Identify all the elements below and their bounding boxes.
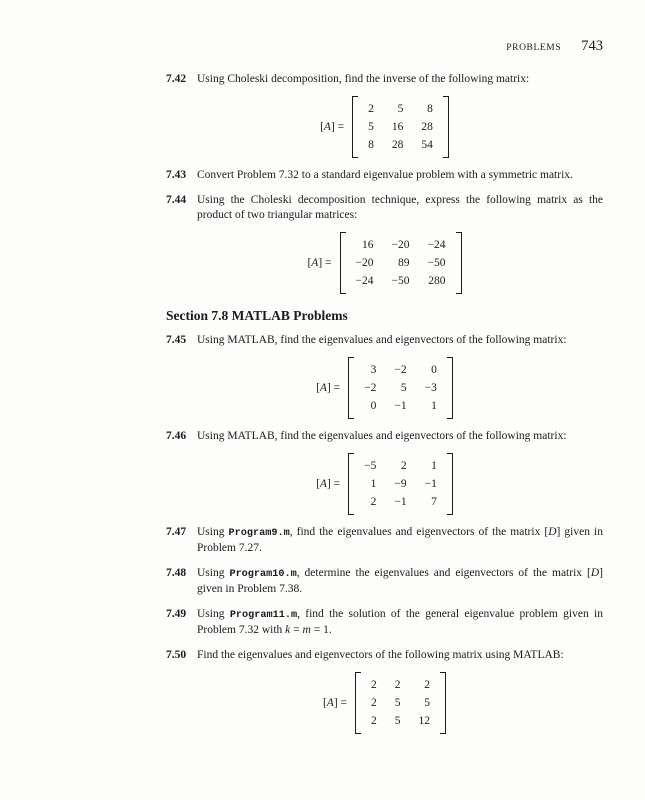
matrix-right-bracket <box>440 672 446 734</box>
matrix-body <box>348 453 453 515</box>
matrix-cell: −2 <box>364 382 377 394</box>
problem-7-48 <box>166 566 603 597</box>
problem-row <box>166 193 603 223</box>
matrix-cell: 5 <box>400 382 407 394</box>
matrix-cell: 5 <box>368 121 374 133</box>
bracket-close-equals: ] = <box>326 478 341 490</box>
text-segment: , find the eigenvalues and eigenvectors of the matrix [ <box>289 526 549 538</box>
bracket-close-equals: ] = <box>326 382 341 394</box>
matrix-cell: 12 <box>418 715 431 727</box>
matrix-cell: 2 <box>371 715 377 727</box>
matrix-variable: A <box>323 121 331 133</box>
matrix-cell: 8 <box>368 139 374 151</box>
matrix-cell: 16 <box>391 121 404 133</box>
matrix-cell: 5 <box>394 697 401 709</box>
matrix-right-bracket <box>447 453 453 515</box>
matrix-cell: −50 <box>427 257 446 269</box>
problem-row <box>166 648 603 663</box>
matrix-cell: −20 <box>391 239 410 251</box>
section-title: Section 7.8 MATLAB Problems <box>166 308 348 323</box>
text-segment: Convert Problem 7.32 to a standard eigenvalue problem with a symmetric matrix. <box>197 169 573 181</box>
problem-7-49 <box>166 607 603 638</box>
matrix-left-bracket <box>340 232 346 294</box>
problem-row <box>166 429 603 444</box>
matrix-grid <box>347 232 455 294</box>
matrix-cell: −2 <box>394 364 407 376</box>
text-segment: Using MATLAB, find the eigenvalues and eigenvectors of the following matrix: <box>197 430 567 442</box>
matrix-cell: −24 <box>355 275 374 287</box>
matrix-cell: −1 <box>424 478 437 490</box>
text-segment: Find the eigenvalues and eigenvectors of the following matrix using MATLAB: <box>197 649 564 661</box>
bracket-open: [ <box>320 121 324 133</box>
matrix-variable: A <box>319 382 327 394</box>
text-segment: Using Choleski decomposition, find the inverse of the following matrix: <box>197 73 530 85</box>
bracket-open: [ <box>316 382 320 394</box>
bracket-open: [ <box>307 257 312 269</box>
matrix-body <box>348 357 453 419</box>
matrix-7-44 <box>166 232 603 294</box>
problem-text <box>197 72 603 87</box>
problem-7-46 <box>166 429 603 515</box>
matrix-7-42 <box>166 96 603 158</box>
matrix-grid <box>355 357 446 419</box>
text-segment: Using <box>197 526 229 538</box>
matrix-cell: −3 <box>424 382 437 394</box>
matrix-cell: 1 <box>370 478 377 490</box>
matrix-cell: −9 <box>394 478 407 490</box>
problem-7-42 <box>166 72 603 158</box>
matrix-grid <box>362 672 439 734</box>
page-header <box>166 38 603 55</box>
matrix-label <box>307 257 331 269</box>
program-name-code: Program11.m <box>229 610 298 621</box>
matrix-cell: −50 <box>391 275 410 287</box>
matrix-cell: 7 <box>431 496 437 508</box>
text-segment: Using MATLAB, find the eigenvalues and eigenvectors of the following matrix: <box>197 334 567 346</box>
program-name-code: Program10.m <box>229 569 297 580</box>
running-head-label: PROBLEMS <box>506 43 562 53</box>
text-segment: = 1. <box>310 624 332 636</box>
matrix-cell: −20 <box>355 257 374 269</box>
matrix-cell: 28 <box>421 121 433 133</box>
matrix-cell: 16 <box>362 239 374 251</box>
matrix-cell: 5 <box>424 697 431 709</box>
bracket-close-equals: ] = <box>333 697 348 709</box>
matrix-cell: 0 <box>370 400 377 412</box>
problem-number: 7.49 <box>166 608 187 620</box>
matrix-label <box>316 382 340 394</box>
matrix-cell: −24 <box>427 239 446 251</box>
matrix-cell: 28 <box>391 139 404 151</box>
matrix-cell: 5 <box>394 715 401 727</box>
matrix-7-46 <box>166 453 603 515</box>
matrix-d-variable: D <box>590 567 600 579</box>
matrix-cell: 8 <box>427 103 433 115</box>
matrix-cell: −1 <box>394 496 407 508</box>
matrix-grid <box>359 96 442 158</box>
matrix-variable: A <box>326 697 334 709</box>
matrix-7-45 <box>166 357 603 419</box>
text-segment: = <box>290 624 303 636</box>
problem-row <box>166 333 603 348</box>
matrix-cell: 0 <box>431 364 437 376</box>
matrix-cell: 89 <box>398 257 410 269</box>
program-name-code: Program9.m <box>228 528 290 539</box>
problem-text <box>197 648 603 663</box>
matrix-cell: 280 <box>428 275 446 287</box>
matrix-left-bracket <box>352 96 358 158</box>
text-segment: Using the Choleski decomposition technique, express the following matrix as the product of two triangular matrices: <box>197 194 603 221</box>
text-segment: Using <box>197 567 230 579</box>
matrix-cell: 1 <box>431 460 437 472</box>
matrix-cell: 1 <box>431 400 437 412</box>
matrix-grid <box>355 453 446 515</box>
problem-text <box>197 429 603 444</box>
m-variable: m <box>302 624 311 636</box>
matrix-body <box>340 232 462 294</box>
problem-number: 7.46 <box>166 430 187 442</box>
matrix-cell: 3 <box>370 364 377 376</box>
problem-text <box>197 525 603 556</box>
problem-text <box>197 168 603 183</box>
matrix-d-variable: D <box>548 526 557 538</box>
matrix-cell: −1 <box>394 400 407 412</box>
text-segment: ] given in Problem 7.38. <box>197 567 603 595</box>
bracket-open: [ <box>316 478 320 490</box>
text-segment: Using <box>197 608 230 620</box>
matrix-label <box>320 121 344 133</box>
matrix-cell: 54 <box>421 139 433 151</box>
matrix-right-bracket <box>447 357 453 419</box>
k-variable: k <box>285 624 291 636</box>
problem-7-44 <box>166 193 603 294</box>
matrix-right-bracket <box>456 232 462 294</box>
problem-number: 7.45 <box>166 334 187 346</box>
matrix-cell: −5 <box>364 460 377 472</box>
matrix-left-bracket <box>355 672 361 734</box>
problem-7-45 <box>166 333 603 419</box>
problem-text <box>197 333 603 348</box>
problem-number: 7.48 <box>166 567 187 579</box>
matrix-7-50 <box>166 672 603 734</box>
matrix-label <box>323 697 347 709</box>
text-segment: , find the solution of the general eigenvalue problem given in Problem 7.32 with <box>197 608 603 636</box>
problem-number: 7.44 <box>166 194 187 206</box>
matrix-label <box>316 478 340 490</box>
problem-text <box>197 566 603 597</box>
matrix-cell: 2 <box>424 679 431 691</box>
problem-7-47 <box>166 525 603 556</box>
matrix-cell: 2 <box>400 460 407 472</box>
problem-7-43 <box>166 168 603 183</box>
bracket-close-equals: ] = <box>330 121 345 133</box>
page-number: 743 <box>581 38 603 54</box>
problem-text <box>197 193 603 223</box>
problem-number: 7.42 <box>166 73 187 85</box>
problem-text <box>197 607 603 638</box>
matrix-cell: 5 <box>397 103 404 115</box>
matrix-left-bracket <box>348 453 354 515</box>
problem-row <box>166 72 603 87</box>
matrix-cell: 2 <box>371 679 377 691</box>
matrix-body <box>352 96 449 158</box>
problem-7-50 <box>166 648 603 734</box>
matrix-variable: A <box>311 257 319 269</box>
matrix-cell: 2 <box>394 679 401 691</box>
problem-number: 7.50 <box>166 649 187 661</box>
problem-row <box>166 525 603 556</box>
matrix-left-bracket <box>348 357 354 419</box>
matrix-cell: 2 <box>371 697 377 709</box>
matrix-right-bracket <box>443 96 449 158</box>
bracket-open: [ <box>322 697 327 709</box>
matrix-body <box>355 672 446 734</box>
problem-number: 7.43 <box>166 169 187 181</box>
text-segment: , determine the eigenvalues and eigenvectors of the matrix [ <box>296 567 591 579</box>
matrix-variable: A <box>319 478 327 490</box>
problem-number: 7.47 <box>166 526 187 538</box>
bracket-close-equals: ] = <box>318 257 332 269</box>
problem-row <box>166 607 603 638</box>
matrix-cell: 2 <box>370 496 377 508</box>
matrix-cell: 2 <box>368 103 374 115</box>
problem-row <box>166 566 603 597</box>
problem-row <box>166 168 603 183</box>
text-segment: ] given in Problem 7.27. <box>197 526 603 554</box>
